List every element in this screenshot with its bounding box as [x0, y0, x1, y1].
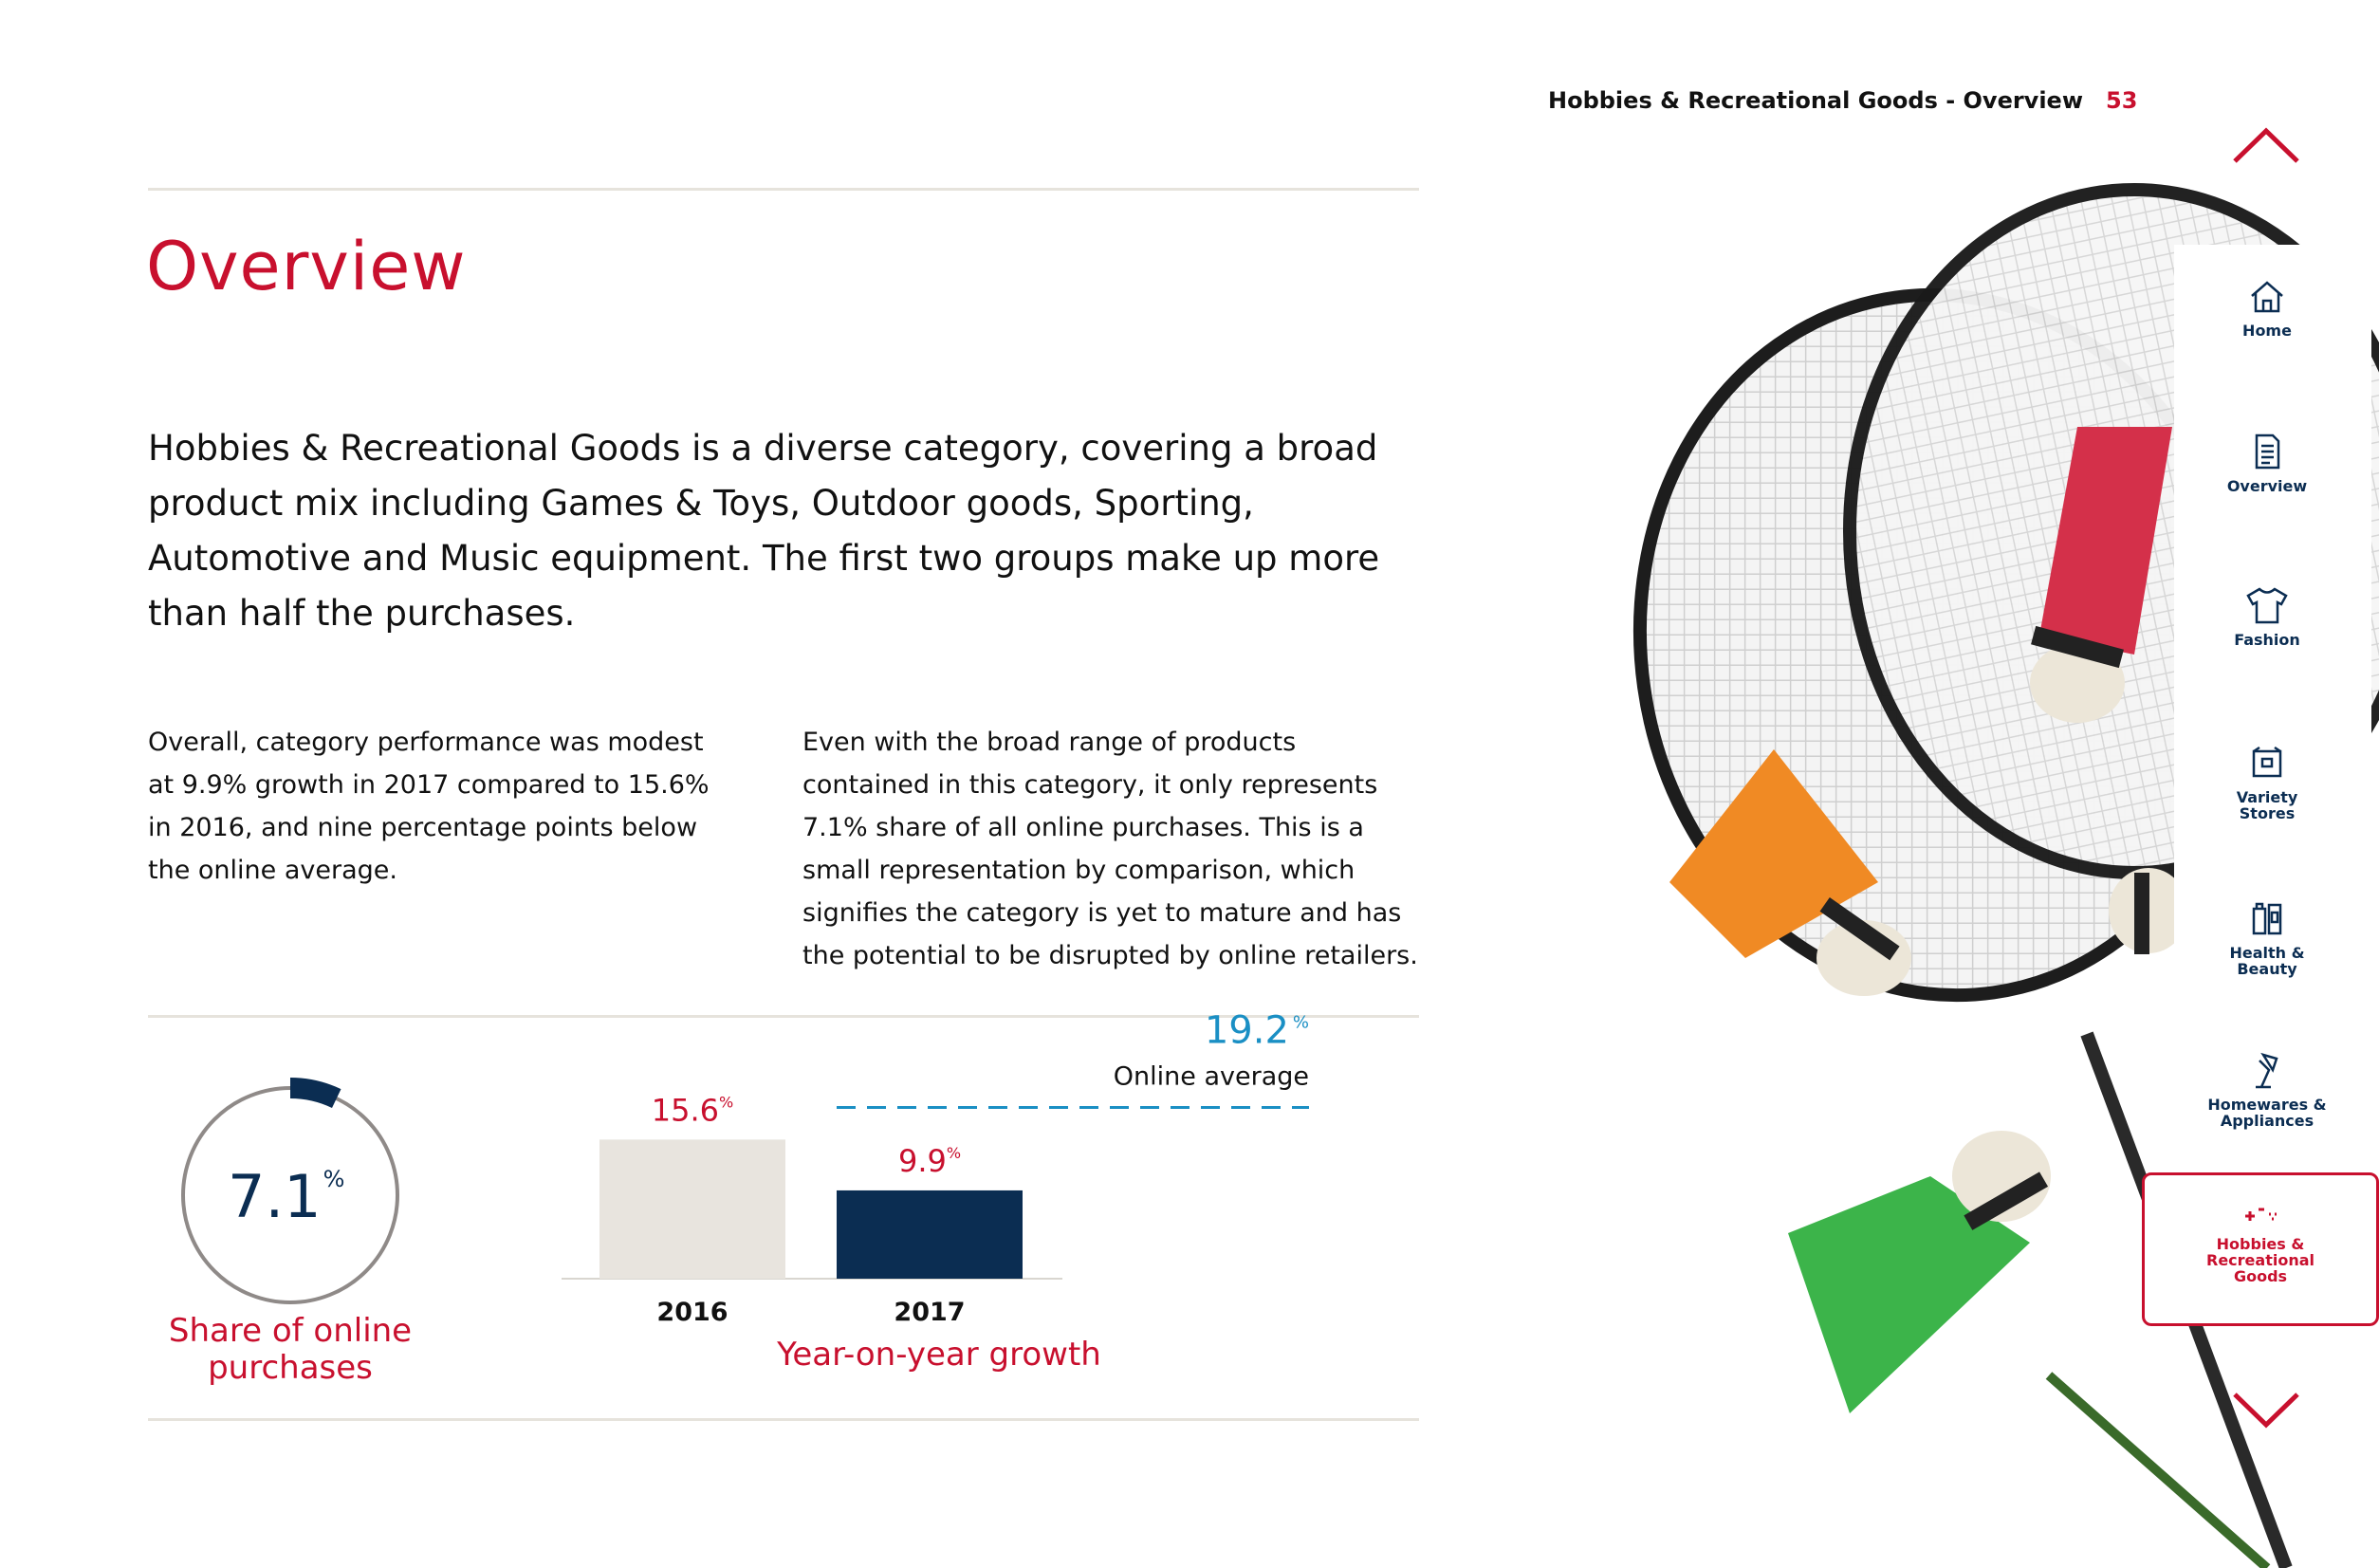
- nav-item-hobbies[interactable]: [2142, 1172, 2379, 1326]
- gauge-fill: [290, 1088, 337, 1098]
- nav-label: Variety Stores: [2236, 788, 2298, 822]
- chart-bottom-divider: [148, 1418, 1419, 1421]
- bottles-icon: [2246, 897, 2288, 939]
- x-tick-label: 2016: [656, 1298, 728, 1327]
- badminton-photo: [1603, 218, 2182, 1568]
- nav-item-home[interactable]: [2174, 275, 2360, 339]
- nav-item-overview[interactable]: [2174, 431, 2360, 494]
- share-label: Share of online purchases: [168, 1312, 413, 1387]
- bar-value-label: 15.6%: [651, 1092, 734, 1129]
- nav-label: Fashion: [2234, 631, 2300, 649]
- nav-item-homewares[interactable]: [2174, 1049, 2360, 1129]
- bar-2017: [837, 1190, 1023, 1279]
- document-icon: [2246, 431, 2288, 472]
- lamp-icon: [2246, 1049, 2288, 1091]
- chart-xlabel: Year-on-year growth: [777, 1336, 1101, 1374]
- nav-label: Hobbies & Recreational Goods: [2206, 1235, 2314, 1285]
- nav-label: Home: [2242, 322, 2292, 340]
- running-title: Hobbies & Recreational Goods - Overview: [1548, 87, 2083, 114]
- nav-label: Homewares & Appliances: [2207, 1096, 2327, 1130]
- nav-label: Overview: [2226, 477, 2308, 495]
- online-average-label: Online average: [1113, 1061, 1309, 1092]
- x-tick-label: 2017: [894, 1298, 966, 1327]
- chevron-up-icon[interactable]: [2231, 125, 2301, 165]
- share-value: 7.1%: [228, 1162, 345, 1231]
- bar-value-label: 9.9%: [897, 1142, 962, 1179]
- tshirt-icon: [2243, 584, 2291, 626]
- body-paragraph-left: Overall, category performance was modest at 9.9% growth in 2017 compared to 15.6% in 2016, and nine percentage points below the online average.: [148, 728, 710, 885]
- store-icon: [2246, 742, 2288, 784]
- chevron-down-icon[interactable]: [2231, 1391, 2301, 1430]
- nav-item-health-beauty[interactable]: [2174, 897, 2360, 977]
- lead-paragraph: Hobbies & Recreational Goods is a diverse category, covering a broad product mix including Games & Toys, Outdoor goods, Sporting, Automotive and Music equipment. The first two groups make up more than half the purchases.: [148, 428, 1380, 634]
- gamepad-icon: [2240, 1202, 2281, 1230]
- online-average-value: 19.2 %: [1204, 1008, 1309, 1053]
- nav-item-variety-stores[interactable]: [2174, 742, 2360, 821]
- nav-item-fashion[interactable]: [2174, 584, 2360, 648]
- bar-2016: [599, 1139, 785, 1279]
- page-title: Overview: [146, 228, 467, 305]
- nav-label: Health & Beauty: [2229, 944, 2305, 978]
- top-divider: [148, 188, 1419, 191]
- home-icon: [2246, 275, 2288, 317]
- growth-bar-chart: [550, 1008, 1347, 1337]
- page-number: 53: [2106, 87, 2138, 114]
- body-paragraph-right: Even with the broad range of products contained in this category, it only represents 7.1% share of all online purchases. This is a small representation by comparison, which signifies the category is yet to mature and has the potential to be disrupted by online retailers.: [802, 728, 1418, 970]
